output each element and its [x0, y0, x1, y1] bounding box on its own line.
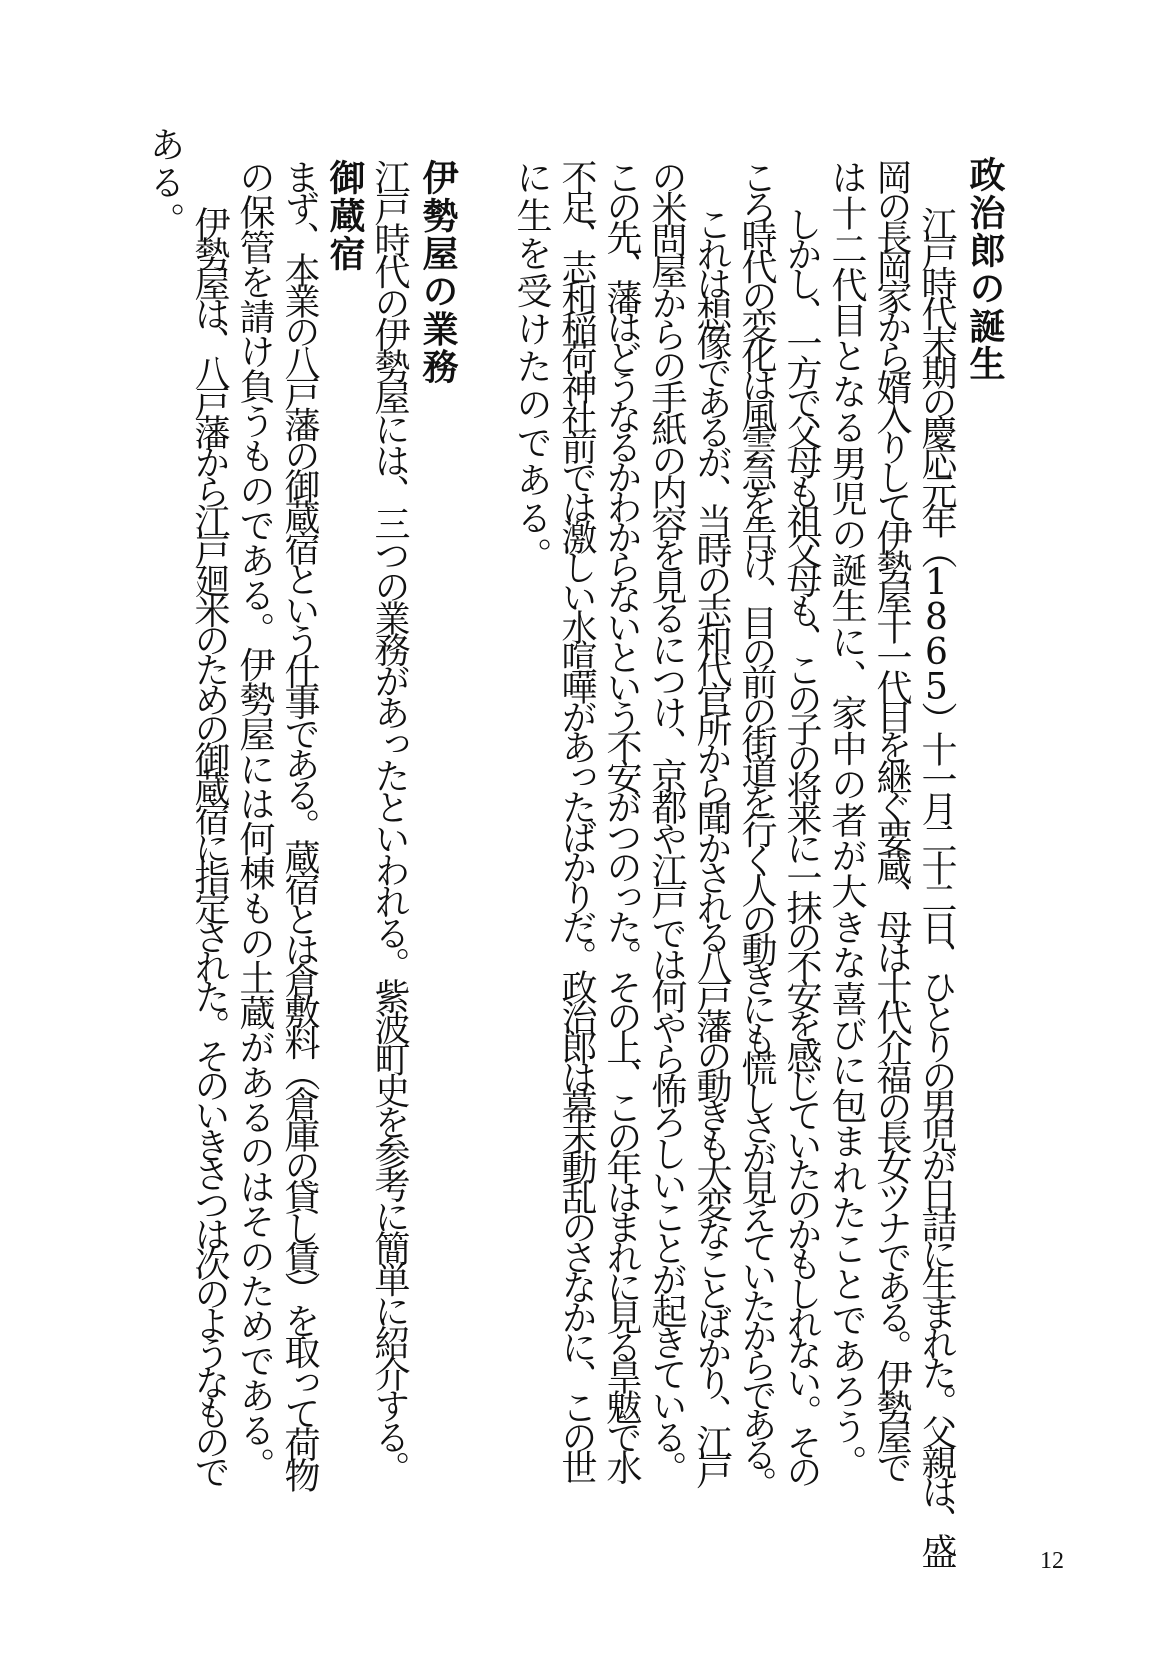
page-number: 12: [1040, 1548, 1064, 1574]
body-line: これは想像であるが、当時の志和代官所から聞かされる八戸藩の動きも大変なことばかり、江戸: [691, 206, 732, 1484]
body-line: 不足、志和稲荷神社前では激しい水喧嘩があったばかりだ。政治郎は幕末動乱のさなかに、この世: [556, 159, 597, 1479]
body-line: の米問屋からの手紙の内容を見るにつけ、京都や江戸では何やら怖ろしいことが起きている。: [646, 159, 687, 1482]
subheading-okurayado: 御蔵宿: [324, 159, 365, 273]
body-line: ころ時代の変化は風雲急を告げ、目の前の街道を行く人の動きにも慌しさが見えていたからである。: [736, 159, 777, 1496]
body-line: の保管を請け負うものである。伊勢屋には何棟もの土蔵があるのはそのためである。: [234, 159, 275, 1482]
intro-line: 江戸時代の伊勢屋には、三つの業務があったといわれる。紫波町史を参考に簡単に紹介する。: [369, 159, 410, 1482]
body-line: ある。: [144, 126, 185, 240]
body-line: 伊勢屋は、八戸藩から江戸廻米のための御蔵宿に指定された。そのいきさつは次のようなもので: [189, 206, 230, 1484]
body-line: に生を受けたのである。: [511, 159, 552, 575]
body-line: 江戸時代末期の慶応元年（1865）十一月二十二日、ひとりの男児が日詰に生まれた。父親は、盛: [916, 206, 957, 1563]
section-title-business: 伊勢屋の業務: [417, 159, 458, 386]
body-line: は十二代目となる男児の誕生に、家中の者が大きな喜びに包まれたことであろう。: [826, 159, 867, 1480]
section-title-birth: 政治郎の誕生: [964, 156, 1005, 383]
body-line: この先、藩はどうなるかわからないという不安がつのった。その上、この年はまれに見る旱魃で水: [601, 159, 642, 1479]
body-line: しかし、一方で父母も祖父母も、この子の将来に一抹の不安を感じていたのかもしれない。その: [781, 206, 822, 1484]
body-line: 岡の長岡家から婿入りして伊勢屋十一代目を継ぐ要蔵、母は十代介福の長女ツナである。伊勢屋で: [871, 159, 912, 1479]
body-line: まず、本業の八戸藩の御蔵宿という仕事である。蔵宿とは倉敷料（倉庫の貸し賃）を取って荷物: [279, 159, 320, 1488]
